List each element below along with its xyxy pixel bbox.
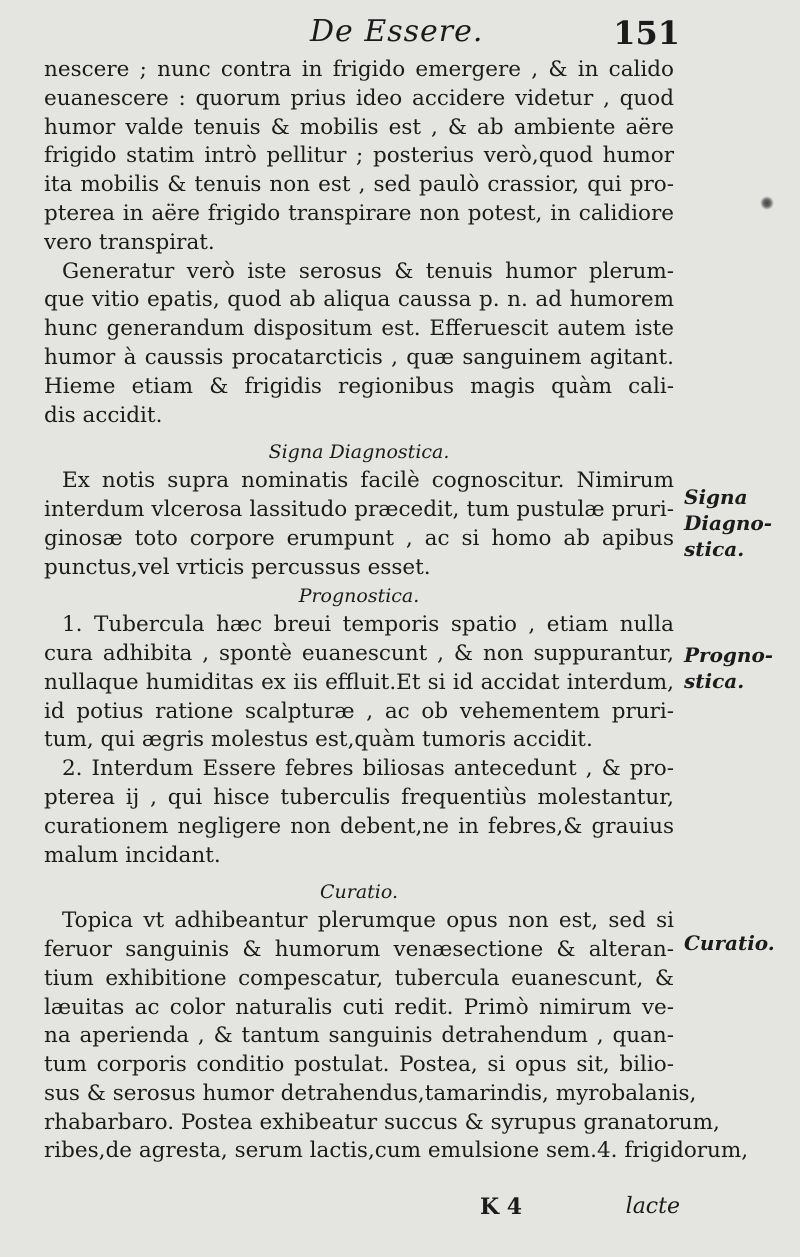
text-line: tum corporis conditio postulat. Postea, si opus sit, bilio- (44, 1052, 674, 1078)
text-line: humor valde tenuis & mobilis est , & ab ambiente aëre (44, 114, 674, 140)
text-line: nullaque humiditas ex iis effluit.Et si id accidat interdum, (44, 669, 674, 695)
text-line: ribes,de agresta, serum lactis,cum emulsione sem.4. frigidorum, (44, 1138, 749, 1164)
section-heading-prognostica: Prognostica. (298, 585, 420, 608)
margin-note-prognostica: Progno-stica. (684, 643, 774, 693)
text-line: tium exhibitione compescatur, tubercula euanescunt, & (44, 965, 674, 991)
ink-smudge-icon (760, 196, 774, 210)
catchword: lacte (625, 1194, 680, 1219)
text-line: vero transpirat. (44, 229, 215, 255)
text-line: Topica vt adhibeantur plerumque opus non est, sed si (62, 908, 674, 934)
text-line: frigido statim intrò pellitur ; posterius verò,quod humor (44, 143, 674, 169)
text-line: hunc generandum dispositum est. Efferuescit autem iste (44, 316, 674, 342)
section-heading-signa: Signa Diagnostica. (268, 441, 450, 464)
page-number: 151 (613, 14, 680, 52)
text-line: ginosæ toto corpore erumpunt , ac si homo ab apibus (44, 525, 674, 551)
text-line: punctus,vel vrticis percussus esset. (44, 554, 431, 580)
text-line: sus & serosus humor detrahendus,tamarindis, myrobalanis, (44, 1080, 697, 1106)
text-line: 1. Tubercula hæc breui temporis spatio , etiam nulla (62, 612, 674, 638)
text-line: feruor sanguinis & humorum venæsectione & alteran- (44, 936, 674, 962)
text-line: id potius ratione scalpturæ , ac ob vehementem pruri- (44, 698, 674, 724)
text-line: nescere ; nunc contra in frigido emergere , & in calido (44, 57, 674, 82)
text-line: malum incidant. (44, 842, 221, 868)
text-line: rhabarbaro. Postea exhibeatur succus & syrupus granatorum, (44, 1109, 720, 1135)
page-footer (40, 1194, 680, 1230)
text-line: pterea in aëre frigido transpirare non potest, in calidiore (44, 200, 674, 226)
margin-note-curatio: Curatio. (684, 931, 775, 955)
margin-note-signa: Signa Diagno-stica. (684, 485, 773, 561)
section-heading-curatio: Curatio. (319, 881, 399, 904)
body-text (44, 56, 749, 1166)
text-line: cura adhibita , spontè euanescunt , & non suppurantur, (44, 640, 674, 666)
page-header (40, 14, 680, 54)
text-line: 2. Interdum Essere febres biliosas antecedunt , & pro- (62, 756, 674, 782)
text-line: na aperienda , & tantum sanguinis detrahendum , quan- (44, 1023, 674, 1049)
text-line: humor à caussis procatarcticis , quæ sanguinem agitant. (44, 344, 674, 370)
text-line: euanescere : quorum prius ideo accidere videtur , quod (44, 85, 674, 111)
text-line: interdum vlcerosa lassitudo præcedit, tum pustulæ pruri- (44, 496, 674, 522)
signature-mark: K 4 (480, 1194, 523, 1220)
text-line: Generatur verò iste serosus & tenuis humor plerum- (62, 258, 674, 284)
text-line: tum, qui ægris molestus est,quàm tumoris accidit. (44, 727, 593, 753)
running-title: De Essere. (310, 14, 484, 49)
text-line: dis accidit. (44, 402, 163, 428)
text-line: Ex notis supra nominatis facilè cognoscitur. Nimirum (62, 468, 674, 494)
text-line: que vitio epatis, quod ab aliqua caussa p. n. ad humorem (44, 287, 674, 313)
text-line: Hieme etiam & frigidis regionibus magis quàm cali- (44, 373, 674, 399)
text-line: ita mobilis & tenuis non est , sed paulò crassior, qui pro- (44, 172, 674, 198)
text-line: pterea ij , qui hisce tuberculis frequentiùs molestantur, (44, 784, 674, 810)
text-line: curationem negligere non debent,ne in febres,& grauius (44, 813, 674, 839)
text-line: læuitas ac color naturalis cuti redit. Primò nimirum ve- (44, 994, 674, 1020)
